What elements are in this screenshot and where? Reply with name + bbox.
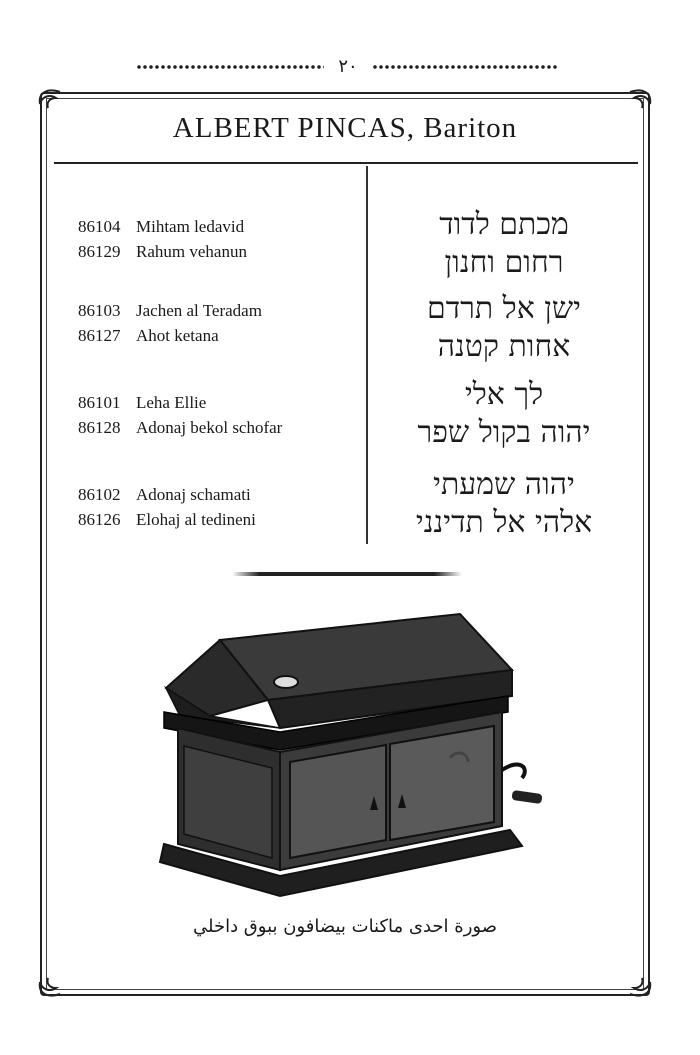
track-title: Adonaj bekol schofar (136, 418, 283, 437)
hebrew-title: מכתם לדוד (439, 207, 569, 242)
section-separator (232, 572, 462, 576)
title-divider (54, 162, 638, 164)
hebrew-title-group (376, 376, 632, 452)
catalog-number: 86126 (78, 510, 121, 529)
corner-ornament-bottom-right-icon (626, 970, 656, 1000)
illustration-caption: صورة احدى ماكنات بيضافون ببوق داخلي (192, 916, 497, 937)
track-line (78, 507, 358, 532)
track-title: Elohaj al tedineni (136, 510, 256, 529)
track-title: Ahot ketana (136, 326, 219, 345)
track-group (78, 482, 358, 532)
gramophone-cabinet-icon (150, 600, 550, 900)
track-group (78, 298, 358, 348)
catalog-number: 86102 (78, 485, 121, 504)
catalog-number: 86129 (78, 242, 121, 261)
hebrew-title: אלהי אל תדינני (415, 505, 593, 540)
catalog-number: 86104 (78, 217, 121, 236)
page-number: ۲۰ (338, 56, 358, 77)
track-title: Adonaj schamati (136, 485, 251, 504)
track-line (78, 214, 358, 239)
hebrew-title-group (376, 466, 632, 542)
track-line (78, 390, 358, 415)
right-ornament-rule (372, 64, 558, 70)
hebrew-title: רחום וחנון (444, 245, 564, 280)
track-title: Leha Ellie (136, 393, 207, 412)
track-line (78, 323, 358, 348)
hebrew-title: יהוה בקול שפר (417, 415, 591, 450)
corner-ornament-bottom-left-icon (34, 970, 64, 1000)
hebrew-title-group (376, 290, 632, 366)
hebrew-title: ישן אל תרדם (426, 291, 582, 326)
catalog-number: 86103 (78, 301, 121, 320)
page-title: ALBERT PINCAS, Bariton (172, 112, 518, 144)
hebrew-title: לך אלי (464, 377, 544, 412)
column-divider (366, 166, 368, 544)
left-ornament-rule (136, 64, 324, 70)
catalog-number: 86128 (78, 418, 121, 437)
track-line (78, 482, 358, 507)
track-group (78, 214, 358, 264)
hebrew-title: אחות קטנה (437, 329, 571, 364)
catalog-number: 86101 (78, 393, 121, 412)
hebrew-title-group (376, 206, 632, 282)
track-group (78, 390, 358, 440)
track-title: Mihtam ledavid (136, 217, 245, 236)
hebrew-title: יהוה שמעתי (433, 467, 575, 502)
catalog-number: 86127 (78, 326, 121, 345)
track-title: Rahum vehanun (136, 242, 247, 261)
track-line (78, 298, 358, 323)
track-title: Jachen al Teradam (136, 301, 262, 320)
track-line (78, 415, 358, 440)
track-line (78, 239, 358, 264)
